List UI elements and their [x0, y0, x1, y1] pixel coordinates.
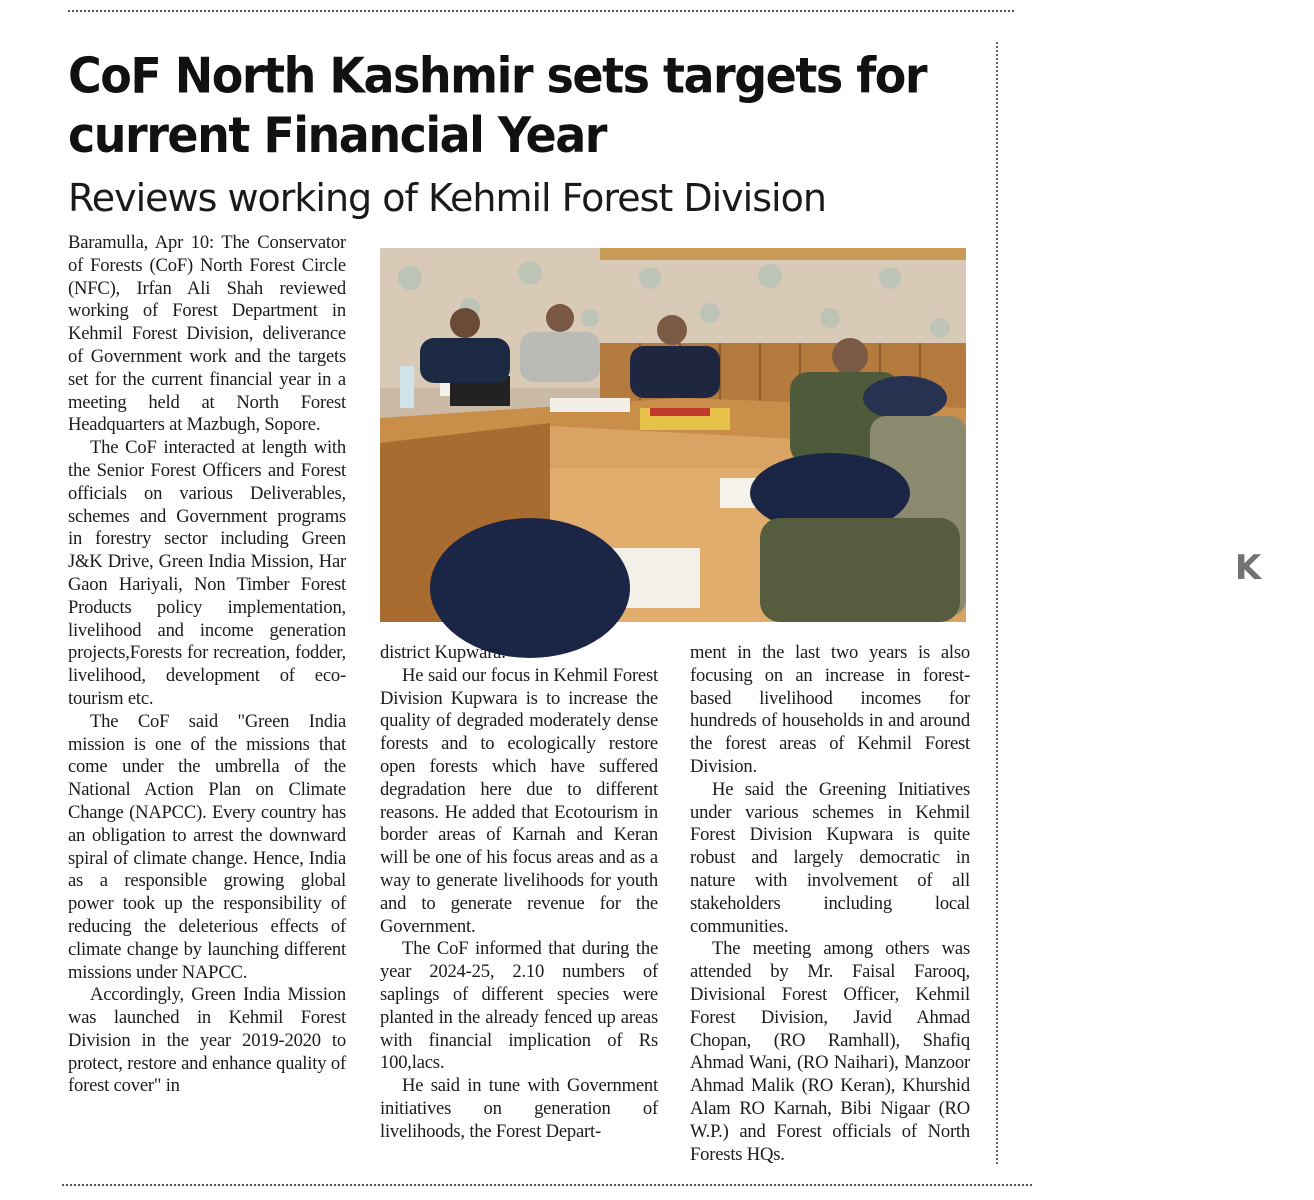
- subheadline: Reviews working of Kehmil Forest Division: [68, 176, 826, 220]
- paragraph: Accordingly, Green India Mission was launched in Kehmil Forest Division in the year 2019-2020 to protect, restore and enhance quality of forest cover" in: [68, 984, 346, 1097]
- meeting-photo: [380, 248, 1307, 622]
- paragraph: ment in the last two years is also focusing on an increase in forest-based livelihood incomes for hundreds of households in and around the forest areas of Kehmil Forest Division.: [690, 642, 970, 777]
- article-column-3: [690, 642, 970, 1166]
- kinemaster-logo-icon: K: [1218, 538, 1278, 598]
- paragraph: The meeting among others was attended by Mr. Faisal Farooq, Divisional Forest Officer, Kehmil Forest Division, Javid Ahmad Chopan, (RO Ramhall), Shafiq Ahmad Wani, (RO Naihari), Manzoor Ahmad Malik (RO Keran), Khurshid Alam RO Karnah, Bibi Nigaar (RO W.P.) and Forest officials of North Forests HQs.: [690, 938, 970, 1165]
- paragraph: Baramulla, Apr 10: The Conservator of Forests (CoF) North Forest Circle (NFC), Irfan Ali Shah reviewed working of Forest Department in Kehmil Forest Division, deliverance of Government work and the targets set for the current financial year in a meeting held at North Forest Headquarters at Mazbugh, Sopore.: [68, 232, 346, 436]
- top-dotted-rule: [68, 10, 1014, 12]
- right-dotted-rule: [996, 42, 998, 1164]
- paragraph: The CoF said "Green India mission is one of the missions that come under the umbrella of the National Action Plan on Climate Change (NAPCC). Every country has an obligation to arrest the downward spiral of climate change. Hence, India as a responsible growing global power took up the responsibility of reducing the deleterious effects of climate change by launching different missions under NAPCC.: [68, 710, 346, 983]
- article-column-1: [68, 232, 346, 1098]
- paragraph: He said in tune with Government initiatives on generation of livelihoods, the Forest Depart-: [380, 1075, 658, 1142]
- paragraph: The CoF interacted at length with the Senior Forest Officers and Forest officials on various Deliverables, schemes and Government programs in forestry sector including Green J&K Drive, Green India Mission, Har Gaon Hariyali, Non Timber Forest Products policy implementation, livelihood and income generation projects,Forests for recreation, fodder, livelihood, development of eco-tourism etc.: [68, 437, 346, 709]
- kinemaster-watermark: KINEMASTER: [1201, 598, 1307, 613]
- paragraph: The CoF informed that during the year 2024-25, 2.10 numbers of saplings of different species were planted in the already fenced up areas with financial implication of Rs 100,lacs.: [380, 938, 658, 1074]
- paragraph: He said our focus in Kehmil Forest Division Kupwara is to increase the quality of degraded moderately dense forests and to ecologically restore open forests which have suffered degradation here due to different reasons. He added that Ecotourism in border areas of Karnah and Keran will be one of his focus areas and as a way to generate livelihoods for youth and to generate revenue for the Government.: [380, 664, 658, 937]
- article-column-2: [380, 642, 658, 1144]
- paragraph: He said the Greening Initiatives under various schemes in Kehmil Forest Division Kupwara is quite robust and largely democratic in nature with involvement of all stakeholders including local communities.: [690, 778, 970, 937]
- meeting-photo-image: [380, 248, 966, 622]
- bottom-dotted-rule: [62, 1184, 1032, 1186]
- headline: CoF North Kashmir sets targets for current Financial Year: [68, 47, 927, 164]
- paragraph: district Kupwara.: [380, 642, 506, 663]
